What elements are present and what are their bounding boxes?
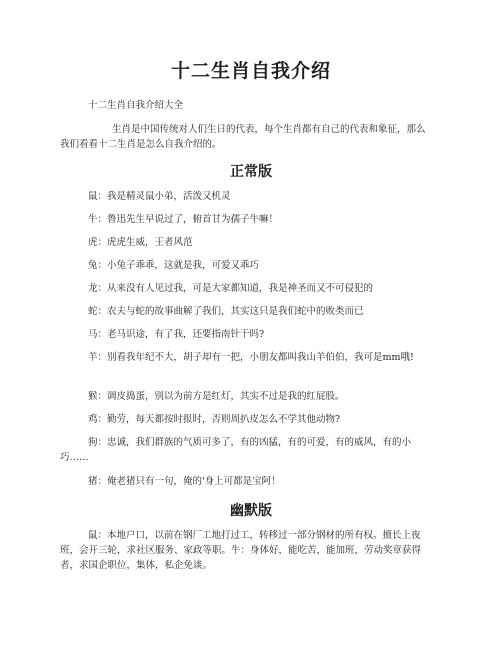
normal-line-ox: 牛：鲁迅先生早说过了，俯首甘为孺子牛嘛！ <box>88 214 279 225</box>
normal-line-pig: 猪：俺老猪只有一句，俺的'身上可都是宝阿！ <box>88 476 281 487</box>
document-subtitle: 十二生肖自我介绍大全 <box>88 100 184 111</box>
normal-line-rabbit: 兔：小兔子乖乖，这就是我，可爱又乖巧 <box>88 260 260 271</box>
normal-line-horse: 马：老马识途，有了我，还要指南针干吗? <box>88 329 265 340</box>
normal-line-tiger: 虎：虎虎生威，王者风范 <box>88 237 193 248</box>
normal-line-dog: 狗：忠诚，我们群族的气质可多了，有的凶猛，有的可爱，有的威风，有的小巧…… <box>60 437 412 463</box>
funny-paragraph: 鼠：本地户口，以前在钢厂工地打过工，转移过一部分钢材的所有权。擅长上夜班，会开三轮，求社区服务、家政等职。牛：身体好，能吃苦，能加班，劳动奖章获得者，求国企职位，集体，私企免谈。 <box>60 530 422 571</box>
normal-line-dragon: 龙：从来没有人见过我，可是大家都知道，我是神圣而又不可侵犯的 <box>88 283 374 294</box>
section-heading-funny: 幽默版 <box>230 503 272 519</box>
normal-line-snake: 蛇：农夫与蛇的故事曲解了我们，其实这只是我们蛇中的败类而已 <box>88 306 364 317</box>
normal-line-rat: 鼠：我是精灵鼠小弟，活泼又机灵 <box>88 191 231 202</box>
section-heading-normal: 正常版 <box>230 164 272 180</box>
normal-line-goat: 羊：别看我年纪不大，胡子却有一把，小朋友都叫我山羊伯伯，我可是mm哦! <box>88 352 414 363</box>
normal-line-rooster: 鸡：勤劳，每天都按时报时，否则周扒皮怎么不学其他动物? <box>88 414 341 425</box>
normal-line-monkey: 猴：调皮捣蛋，别以为前方是红灯，其实不过是我的红屁股。 <box>88 391 345 402</box>
intro-paragraph: 生肖是中国传统对人们生日的代表，每个生肖都有自己的代表和象征，那么我们看看十二生肖是怎么自我介绍的。 <box>60 124 426 150</box>
document-title: 十二生肖自我介绍 <box>170 60 331 82</box>
